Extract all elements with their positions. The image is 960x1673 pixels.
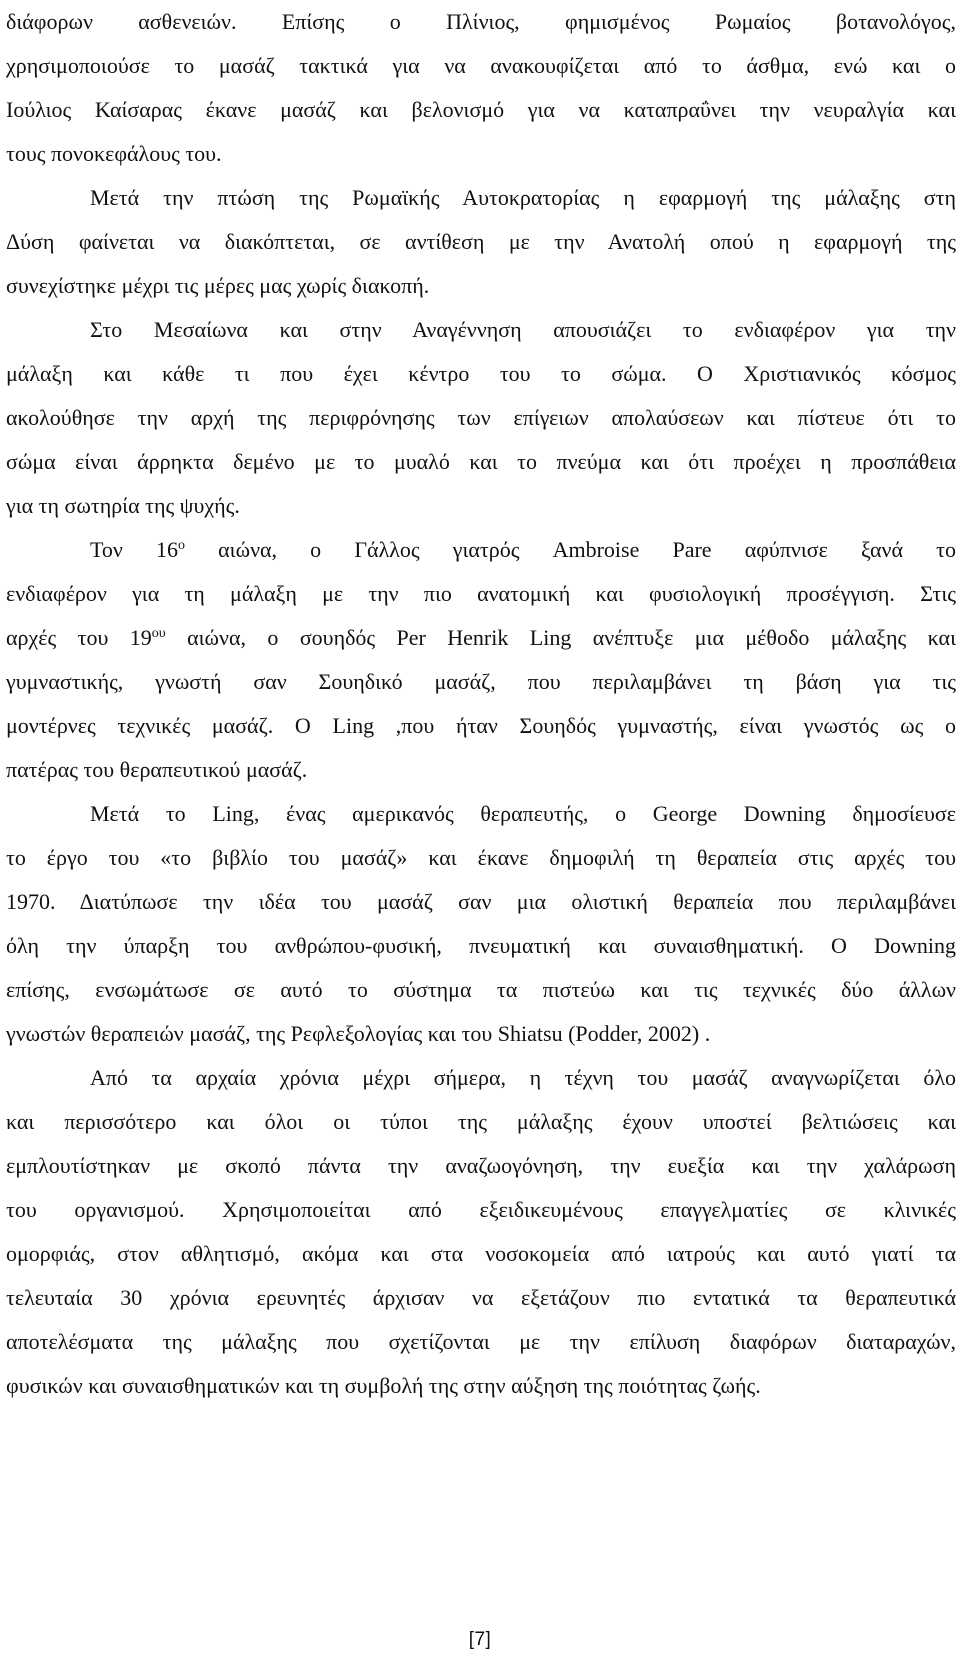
text-line: και περισσότερο και όλοι οι τύποι της μάλαξης έχουν υποστεί βελτιώσεις και: [6, 1109, 956, 1134]
text-line: γυμναστικής, γνωστή σαν Σουηδικό μασάζ, που περιλαμβάνει τη βάση για τις: [6, 669, 956, 694]
text-line: επίσης, ενσωμάτωσε σε αυτό το σύστημα τα πιστεύω και τις τεχνικές δύο άλλων: [6, 977, 956, 1002]
text-line: σώμα είναι άρρηκτα δεμένο με το μυαλό και το πνεύμα και ότι προέχει η προσπάθεια: [6, 449, 956, 474]
text-span: αρχές του 19: [6, 625, 152, 650]
text-line: Δύση φαίνεται να διακόπτεται, σε αντίθεση με την Ανατολή οπού η εφαρμογή της: [6, 229, 956, 254]
text-line: [6, 616, 956, 660]
text-line: Μετά την πτώση της Ρωμαϊκής Αυτοκρατορίας η εφαρμογή της μάλαξης στη: [90, 185, 956, 210]
text-line: ακολούθησε την αρχή της περιφρόνησης των επίγειων απολαύσεων και πίστευε ότι το: [6, 405, 956, 430]
text-line: αποτελέσματα της μάλαξης που σχετίζονται με την επίλυση διαφόρων διαταραχών,: [6, 1329, 956, 1354]
text-line: συνεχίστηκε μέχρι τις μέρες μας χωρίς διακοπή.: [6, 273, 430, 298]
text-line: φυσικών και συναισθηματικών και τη συμβολή της στην αύξηση της ποιότητας ζωής.: [6, 1373, 761, 1398]
text-line: γνωστών θεραπειών μασάζ, της Ρεφλεξολογίας και του Shiatsu (Podder, 2002) .: [6, 1021, 711, 1046]
text-line: χρησιμοποιούσε το μασάζ τακτικά για να ανακουφίζεται από το άσθμα, ενώ και ο: [6, 53, 956, 78]
body-text: [6, 0, 956, 1408]
text-line: εμπλουτίστηκαν με σκοπό πάντα την αναζωογόνηση, την ευεξία και την χαλάρωση: [6, 1153, 956, 1178]
text-line: τελευταία 30 χρόνια ερευνητές άρχισαν να εξετάζουν πιο εντατικά τα θεραπευτικά: [6, 1285, 956, 1310]
text-line: πατέρας του θεραπευτικού μασάζ.: [6, 757, 308, 782]
text-line: τους πονοκεφάλους του.: [6, 141, 222, 166]
superscript: ου: [151, 626, 166, 641]
text-line: Από τα αρχαία χρόνια μέχρι σήμερα, η τέχνη του μασάζ αναγνωρίζεται όλο: [90, 1065, 956, 1090]
text-line: διάφορων ασθενειών. Επίσης ο Πλίνιος, φημισμένος Ρωμαίος βοτανολόγος,: [6, 9, 956, 34]
text-line: 1970. Διατύπωσε την ιδέα του μασάζ σαν μια ολιστική θεραπεία που περιλαμβάνει: [6, 889, 956, 914]
text-line: το έργο του «το βιβλίο του μασάζ» και έκανε δημοφιλή τη θεραπεία στις αρχές του: [6, 845, 956, 870]
text-span: Τον 16: [90, 537, 179, 562]
text-line: ενδιαφέρον για τη μάλαξη με την πιο ανατομική και φυσιολογική προσέγγιση. Στις: [6, 581, 956, 606]
text-line: Στο Μεσαίωνα και στην Αναγέννηση απουσιάζει το ενδιαφέρον για την: [90, 317, 956, 342]
text-span: αιώνα, ο Γάλλος γιατρός Ambroise Pare αφύπνισε ξανά το: [185, 537, 956, 562]
text-line: [6, 528, 956, 572]
text-line: Μετά το Ling, ένας αμερικανός θεραπευτής, ο George Downing δημοσίευσε: [90, 801, 956, 826]
text-line: Ιούλιος Καίσαρας έκανε μασάζ και βελονισμό για να καταπραΰνει την νευραλγία και: [6, 97, 956, 122]
text-line: όλη την ύπαρξη του ανθρώπου-φυσική, πνευματική και συναισθηματική. Ο Downing: [6, 933, 956, 958]
text-line: μοντέρνες τεχνικές μασάζ. Ο Ling ,που ήταν Σουηδός γυμναστής, είναι γνωστός ως ο: [6, 713, 956, 738]
page-number: [7]: [468, 1629, 492, 1650]
text-line: μάλαξη και κάθε τι που έχει κέντρο του το σώμα. Ο Χριστιανικός κόσμος: [6, 361, 956, 386]
text-line: του οργανισμού. Χρησιμοποιείται από εξειδικευμένους επαγγελματίες σε κλινικές: [6, 1197, 956, 1222]
text-line: για τη σωτηρία της ψυχής.: [6, 493, 240, 518]
text-span: αιώνα, ο σουηδός Per Henrik Ling ανέπτυξε μια μέθοδο μάλαξης και: [165, 625, 956, 650]
superscript: ο: [178, 538, 186, 553]
text-line: ομορφιάς, στον αθλητισμό, ακόμα και στα νοσοκομεία από ιατρούς και αυτό γιατί τα: [6, 1241, 956, 1266]
